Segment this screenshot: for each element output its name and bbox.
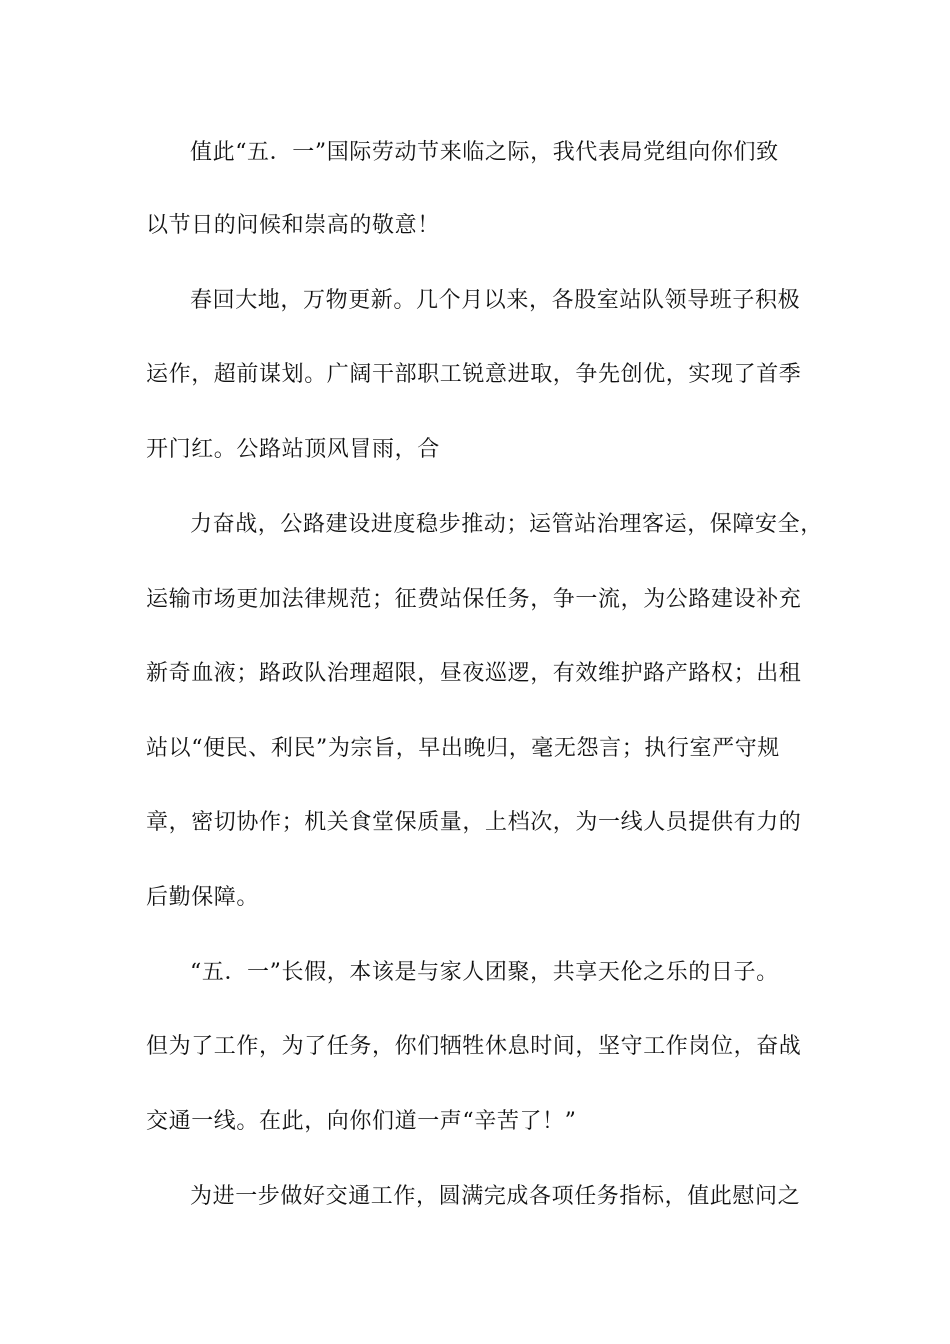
text-line-7: 运输市场更加法律规范；征费站保任务，争一流，为公路建设补充: [146, 587, 802, 612]
text-line-3: 春回大地，万物更新。几个月以来，各股室站队领导班子积极: [190, 288, 801, 313]
text-line-8: 新奇血液；路政队治理超限，昼夜巡逻，有效维护路产路权；出租: [146, 661, 802, 686]
text-line-2: 以节日的问候和崇高的敬意！: [146, 213, 440, 238]
text-line-5: 开门红。公路站顶风冒雨，合: [146, 437, 440, 462]
text-line-4: 运作，超前谋划。广阔干部职工锐意进取，争先创优，实现了首季: [146, 362, 802, 387]
text-line-14: 交通一线。在此，向你们道一声“辛苦了！”: [146, 1109, 577, 1134]
text-line-6: 力奋战，公路建设进度稳步推动；运管站治理客运，保障安全，: [190, 512, 823, 537]
text-line-12: “五．一”长假，本该是与家人团聚，共享天伦之乐的日子。: [190, 960, 779, 985]
text-line-11: 后勤保障。: [146, 885, 260, 910]
text-line-15: 为进一步做好交通工作，圆满完成各项任务指标，值此慰问之: [190, 1184, 801, 1209]
text-line-9: 站以“便民、利民”为宗旨，早出晚归，毫无怨言；执行室严守规: [146, 736, 780, 761]
text-line-10: 章，密切协作；机关食堂保质量，上档次，为一线人员提供有力的: [146, 810, 802, 835]
text-line-1: 值此“五．一”国际劳动节来临之际，我代表局党组向你们致: [190, 140, 779, 165]
text-line-13: 但为了工作，为了任务，你们牺牲休息时间，坚守工作岗位，奋战: [146, 1034, 802, 1059]
